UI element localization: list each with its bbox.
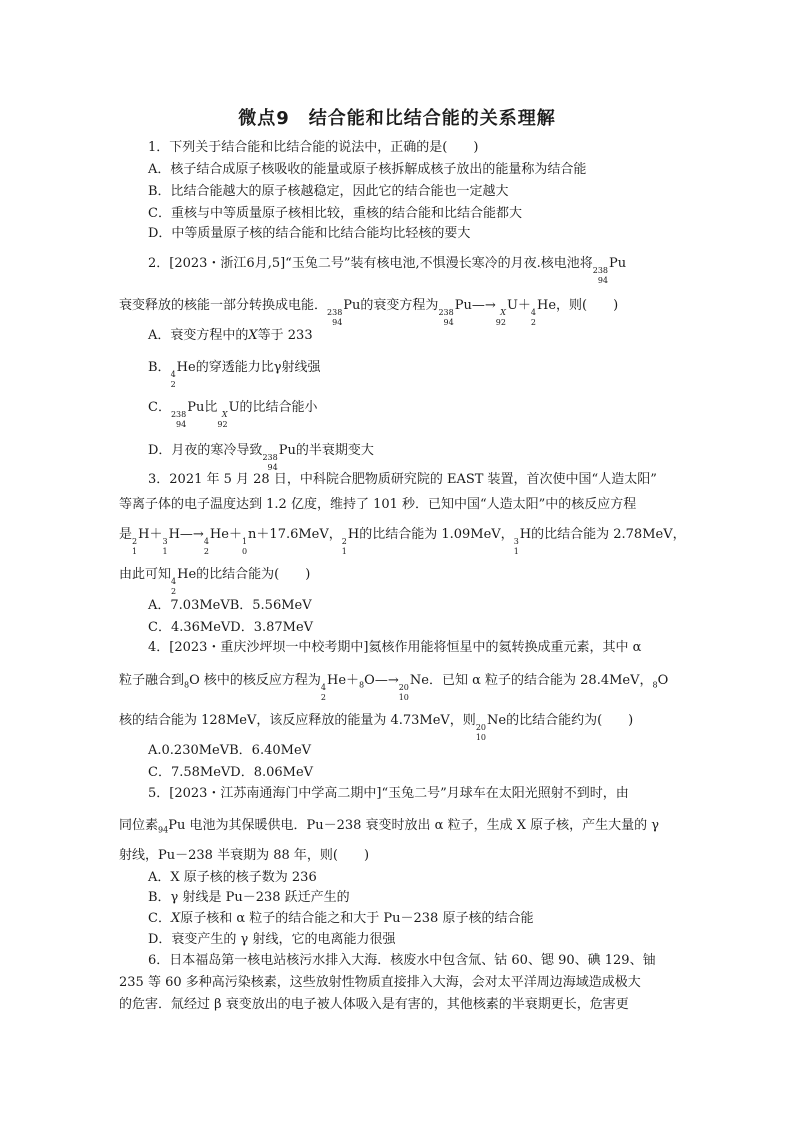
q3-options-ab: A．7.03MeVB．5.56MeV [148,598,312,613]
q4-line2: 粒子融合到$_8$O 核中的核反应方程为 4 2 $He+_8O—\to$ 20 10 Ne．已知 α 粒子的结合能为 28.4MeV，$_8$O [119,673,669,702]
q2-stem-line1 [148,256,626,286]
q6-line2: 235 等 60 多种高污染核素，这些放射性物质直接排入大海，会对太平洋周边海域造成极大 [119,975,641,990]
q2-option-d: D．月夜的寒冷导致 238 94 Pu的半衰期变大 [148,443,374,472]
nuclide-ne20: 20 10 Ne [398,673,429,702]
q5-option-d: D．衰变产生的 γ 射线，它的电离能力很强 [148,932,396,947]
q1-option-b: B．比结合能越大的原子核越稳定，因此它的结合能也一定越大 [148,184,509,199]
q1-option-c: C．重核与中等质量原子核相比较，重核的结合能和比结合能都大 [148,206,522,221]
q5-line3: 射线，Pu－238 半衰期为 88 年，则( ) [119,848,370,863]
q3-line4: 由此可知 4 2 He的比结合能为( ) [119,567,311,596]
q6-line1: 6．日本福岛第一核电站核污水排入大海．核废水中包含氚、钴 60、锶 90、碘 129、铀 [148,953,656,968]
nuclide-h2: 2 1 H [341,527,360,556]
q4-options-cd: C．7.58MeVD．8.06MeV [148,765,314,780]
nuclide-pu238: 238 94 Pu [592,256,627,285]
q1-option-d: D．中等质量原子核的结合能和比结合能均比轻核的要大 [148,226,471,241]
q2-option-b: B． 4 2 He的穿透能力比γ射线强 [148,360,321,389]
page-title: 微点9 结合能和比结合能的关系理解 [238,108,556,129]
q4-line3: 核的结合能为 128MeV，该反应释放的能量为 4.73MeV，则 20 10 Ne的比结合能约为( ) [119,713,634,742]
q2-stem-text: 2．[2023・浙江6月,5]“玉兔二号”装有核电池,不惧漫长寒冷的月夜.核电池将 [148,256,593,271]
nuclide-h3: 3 1 H [513,527,532,556]
q4-line1: 4．[2023・重庆沙坪坝一中校考期中]氦核作用能将恒星中的氦转换成重元素，其中 α [148,640,642,655]
nuclide-u: X 92 U [495,298,518,327]
nuclide-he4: 4 2 He [171,567,197,596]
nuclide-pu238: 238 94 Pu [170,400,205,429]
nuclide-he4: 4 2 He [170,360,196,389]
q3-options-cd: C．4.36MeVD．3.87MeV [148,620,314,635]
q1-option-a: A．核子结合成原子核吸收的能量或原子核拆解成核子放出的能量称为结合能 [148,162,587,177]
q2-option-c: C． 238 94 Pu比 X 92 U的比结合能小 [148,400,318,429]
nuclide-h3: 3 1 H [162,527,180,556]
nuclide-he4: 4 2 He [203,527,229,556]
q6-line3: 的危害．氚经过 β 衰变放出的电子被人体吸入是有害的，其他核素的半衰期更长，危害更 [119,997,629,1012]
nuclide-he4: 4 2 He [530,298,557,327]
nuclide-he4: 4 2 He [320,673,347,702]
nuclide-u: X 92 U [217,400,240,429]
nuclide-ne20: 20 10 Ne [475,713,507,742]
nuclide-pu238: 238 94 Pu [262,443,296,472]
q2-stem-line2: 衰变释放的核能一部分转换成电能． 238 94 Pu的衰变方程为 238 94 Pu—→ X 92 U＋ 4 2 He，则( ) [119,298,619,327]
nuclide-h2: 2 1 H [132,527,150,556]
q4-options-ab: A.0.230MeVB．6.40MeV [148,743,312,758]
nuclide-pu238: 238 94 Pu [327,298,361,327]
q5-line1: 5．[2023・江苏南通海门中学高二期中]“玉兔二号”月球车在太阳光照射不到时，由 [148,786,629,801]
q5-option-c: C．X原子核和 α 粒子的结合能之和大于 Pu－238 原子核的结合能 [148,911,534,926]
q5-option-a: A．X 原子核的核子数为 236 [148,870,317,885]
q3-line2: 等离子体的电子温度达到 1.2 亿度，维持了 101 秒．已知中国“人造太阳”中的核反应方程 [119,497,637,512]
nuclide-neutron: 1 0 n [241,527,257,556]
q3-line3: 是 2 1 H＋ 3 1 H—→ 4 2 He＋ 1 0 n＋17.6MeV， 2 1 H的比结合能为 1.09MeV， 3 1 H的比结合能为 2.78MeV， [119,527,686,556]
q1-stem: 1．下列关于结合能和比结合能的说法中，正确的是( ) [148,140,479,155]
q2-option-a: A．衰变方程中的X等于 233 [148,328,313,343]
arrow: —→ [471,298,496,313]
nuclide-pu238: 238 94 Pu [438,298,472,327]
q5-option-b: B．γ 射线是 Pu－238 跃迁产生的 [148,890,350,905]
q3-line1: 3．2021 年 5 月 28 日，中科院合肥物质研究院的 EAST 装置，首次使中国“人造太阳” [148,472,657,487]
q5-line2: 同位素$_{94}$Pu 电池为其保暖供电．Pu－238 衰变时放出 α 粒子，生成 X 原子核，产生大量的 γ [119,818,659,835]
